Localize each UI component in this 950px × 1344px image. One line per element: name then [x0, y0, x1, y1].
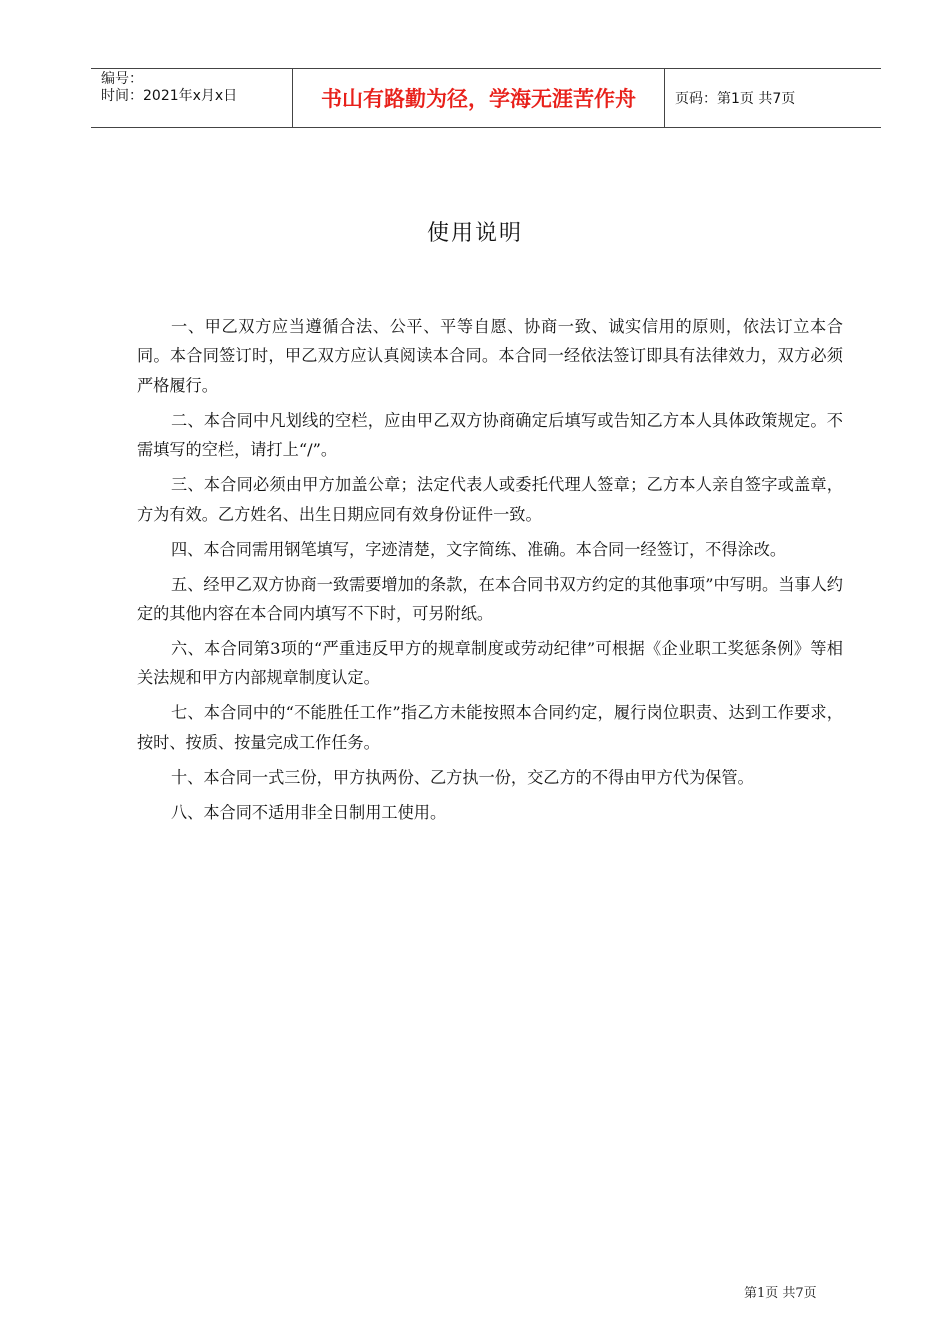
paragraph: 十、本合同一式三份，甲方执两份、乙方执一份，交乙方的不得由甲方代为保管。	[171, 767, 754, 787]
paragraph: 八、本合同不适用非全日制用工使用。	[171, 802, 447, 822]
paragraph: 二、本合同中凡划线的空栏，应由甲乙双方协商确定后填写或告知乙方本人具体政策规定。不需填写的空栏，请打上“/”。	[137, 410, 843, 460]
date-label: 时间：2021年x月x日	[101, 88, 238, 104]
serial-number-label: 编号：	[101, 71, 143, 87]
header-motto-cell	[293, 69, 665, 127]
paragraph: 四、本合同需用钢笔填写，字迹清楚，文字简练、准确。本合同一经签订，不得涂改。	[171, 539, 787, 559]
footer-page-number: 第1页 共7页	[744, 1286, 817, 1301]
instructions-body	[137, 312, 843, 833]
document-title: 使用说明	[426, 221, 523, 246]
header-page-cell	[665, 69, 881, 127]
paragraph: 六、本合同第3项的“严重违反甲方的规章制度或劳动纪律”可根据《企业职工奖惩条例》等相关法规和甲方内部规章制度认定。	[137, 639, 843, 688]
page-header	[91, 68, 881, 128]
paragraph: 一、甲乙双方应当遵循合法、公平、平等自愿、协商一致、诚实信用的原则，依法订立本合同。本合同签订时，甲乙双方应认真阅读本合同。本合同一经依法签订即具有法律效力，双方必须严格履行。	[137, 317, 843, 395]
header-page-number: 页码：第1页 共7页	[675, 91, 796, 107]
paragraph: 五、经甲乙双方协商一致需要增加的条款，在本合同书双方约定的其他事项”中写明。当事人约定的其他内容在本合同内填写不下时，可另附纸。	[137, 574, 843, 624]
motto-text: 书山有路勤为径，学海无涯苦作舟	[321, 87, 636, 111]
paragraph: 七、本合同中的“不能胜任工作”指乙方未能按照本合同约定，履行岗位职责、达到工作要求，按时、按质、按量完成工作任务。	[137, 703, 843, 752]
paragraph: 三、本合同必须由甲方加盖公章；法定代表人或委托代理人签章；乙方本人亲自签字或盖章，方为有效。乙方姓名、出生日期应同有效身份证件一致。	[137, 475, 843, 524]
header-meta	[91, 69, 293, 127]
